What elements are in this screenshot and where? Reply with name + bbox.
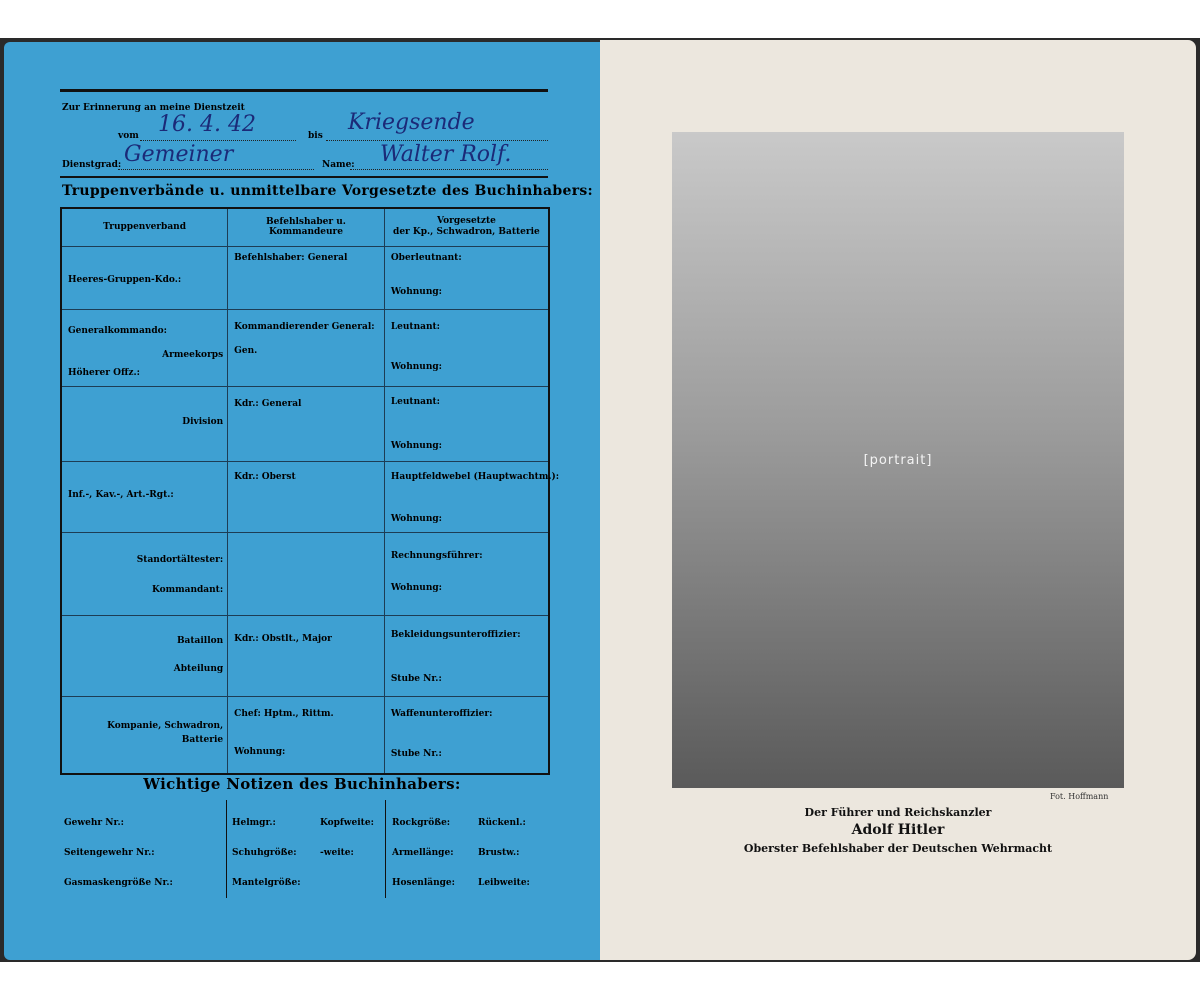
placeholder-label: [portrait] xyxy=(863,452,933,468)
cell-label: Waffenunteroffizier: xyxy=(390,708,493,719)
cell-label: Generalkommando: xyxy=(68,325,167,336)
cell-label: Leutnant: xyxy=(390,321,440,332)
col-header-superiors-line2: der Kp., Schwadron, Batterie xyxy=(393,227,540,238)
cell-label: Armeekorps xyxy=(162,349,224,360)
cell-label: Oberleutnant: xyxy=(390,252,462,263)
memory-label: Zur Erinnerung an meine Dienstzeit xyxy=(62,103,245,113)
table-cell xyxy=(228,309,385,386)
note-field-label: Gewehr Nr.: xyxy=(64,818,124,828)
note-field-label: Armellänge: xyxy=(392,848,454,858)
table-cell xyxy=(384,246,549,309)
rank-value: Gemeiner xyxy=(124,142,234,167)
cell-label: Inf.-, Kav.-, Art.-Rgt.: xyxy=(68,489,174,500)
table-cell xyxy=(228,615,385,696)
table-cell xyxy=(228,696,385,774)
notes-title: Wichtige Notizen des Buchinhabers: xyxy=(143,775,461,793)
table-row xyxy=(61,615,549,696)
note-field-label: Schuhgröße: xyxy=(232,848,297,858)
cell-label: Kommandant: xyxy=(151,584,224,595)
cell-label: Kommandierender General: xyxy=(234,321,375,332)
cell-label: Stube Nr.: xyxy=(390,748,442,759)
note-field-label: Helmgr.: xyxy=(232,818,276,828)
table-row xyxy=(61,532,549,615)
table-row xyxy=(61,309,549,386)
cell-label: Höherer Offz.: xyxy=(68,367,140,378)
cell-label: Heeres-Gruppen-Kdo.: xyxy=(68,274,182,285)
cell-label: Stube Nr.: xyxy=(390,673,442,684)
cell-label: Abteilung xyxy=(173,663,224,674)
table-cell xyxy=(384,615,549,696)
table-row xyxy=(61,386,549,461)
cell-label: Division xyxy=(182,416,224,427)
table-cell xyxy=(384,461,560,532)
name-line xyxy=(350,169,548,170)
table-cell xyxy=(384,386,549,461)
from-line xyxy=(140,140,296,141)
table-cell xyxy=(228,461,385,532)
table-cell xyxy=(61,696,228,774)
caption-line-3: Oberster Befehlshaber der Deutschen Wehrmacht xyxy=(743,842,1053,855)
table-cell xyxy=(61,246,228,309)
table-header xyxy=(61,208,549,246)
from-value: 16. 4. 42 xyxy=(158,112,256,137)
units-table xyxy=(60,207,560,775)
portrait-placeholder xyxy=(672,132,1124,788)
to-line xyxy=(326,140,548,141)
cell-label: Bekleidungsunteroffizier: xyxy=(390,629,521,640)
rank-line xyxy=(118,169,314,170)
table-cell xyxy=(61,615,228,696)
note-field-label: Leibweite: xyxy=(478,878,530,888)
table-cell xyxy=(384,696,549,774)
name-value: Walter Rolf. xyxy=(380,142,512,167)
cell-label: Wohnung: xyxy=(390,361,442,372)
rank-label: Dienstgrad: xyxy=(62,160,122,170)
cell-label: Kdr.: Oberst xyxy=(234,471,296,482)
cell-label: Batterie xyxy=(181,734,224,745)
to-value: Kriegsende xyxy=(348,110,475,135)
table-cell xyxy=(61,386,228,461)
cell-label: Standortältester: xyxy=(136,554,224,565)
table-cell xyxy=(228,532,385,615)
cell-label: Befehlshaber: General xyxy=(234,252,348,263)
note-field-label: Kopfweite: xyxy=(320,818,374,828)
cell-label: Chef: Hptm., Rittm. xyxy=(234,708,334,719)
section-title: Truppenverbände u. unmittelbare Vorgesetzte des Buchinhabers: xyxy=(62,183,594,199)
cell-label: Wohnung: xyxy=(390,582,442,593)
cell-label: Wohnung: xyxy=(390,513,442,524)
col-header-unit: Truppenverband xyxy=(61,208,228,246)
table-cell xyxy=(61,309,228,386)
notes-divider-1 xyxy=(226,800,227,898)
top-rule xyxy=(60,89,548,92)
table-cell xyxy=(228,386,385,461)
note-field-label: Rockgröße: xyxy=(392,818,451,828)
caption-line-2: Adolf Hitler xyxy=(851,822,945,838)
cell-label: Wohnung: xyxy=(234,746,286,757)
section-rule xyxy=(60,176,548,178)
cell-label: Hauptfeldwebel (Hauptwachtm.): xyxy=(390,471,560,482)
note-field-label: -weite: xyxy=(320,848,354,858)
note-field-label: Seitengewehr Nr.: xyxy=(64,848,155,858)
table-row xyxy=(61,246,549,309)
cell-label: Wohnung: xyxy=(390,440,442,451)
col-header-superiors-line1: Vorgesetzte xyxy=(436,216,496,227)
cell-label: Bataillon xyxy=(176,635,224,646)
caption-line-1: Der Führer und Reichskanzler xyxy=(804,806,992,819)
name-label: Name: xyxy=(322,160,355,170)
table-cell xyxy=(228,246,385,309)
note-field-label: Mantelgröße: xyxy=(232,878,301,888)
notes-divider-2 xyxy=(385,800,386,898)
table-row xyxy=(61,461,549,532)
cell-label: Rechnungsführer: xyxy=(390,550,483,561)
cell-label: Wohnung: xyxy=(390,286,442,297)
from-label: vom xyxy=(118,131,139,141)
cell-label: Gen. xyxy=(234,345,258,356)
photo-credit: Fot. Hoffmann xyxy=(1050,792,1109,801)
note-field-label: Gasmaskengröße Nr.: xyxy=(64,878,173,888)
note-field-label: Hosenlänge: xyxy=(392,878,455,888)
cell-label: Leutnant: xyxy=(390,396,440,407)
note-field-label: Rückenl.: xyxy=(478,818,526,828)
cell-label: Kompanie, Schwadron, xyxy=(107,720,224,731)
table-body xyxy=(61,246,560,774)
col-header-superiors xyxy=(384,208,549,246)
table-cell xyxy=(384,309,549,386)
table-cell xyxy=(61,532,228,615)
table-cell xyxy=(61,461,228,532)
note-field-label: Brustw.: xyxy=(478,848,520,858)
to-label: bis xyxy=(308,131,323,141)
table-cell xyxy=(384,532,549,615)
cell-label: Kdr.: Obstlt., Major xyxy=(234,633,332,644)
cell-label: Kdr.: General xyxy=(234,398,302,409)
col-header-commanders: Befehlshaber u. Kommandeure xyxy=(228,208,385,246)
table-row xyxy=(61,696,549,774)
